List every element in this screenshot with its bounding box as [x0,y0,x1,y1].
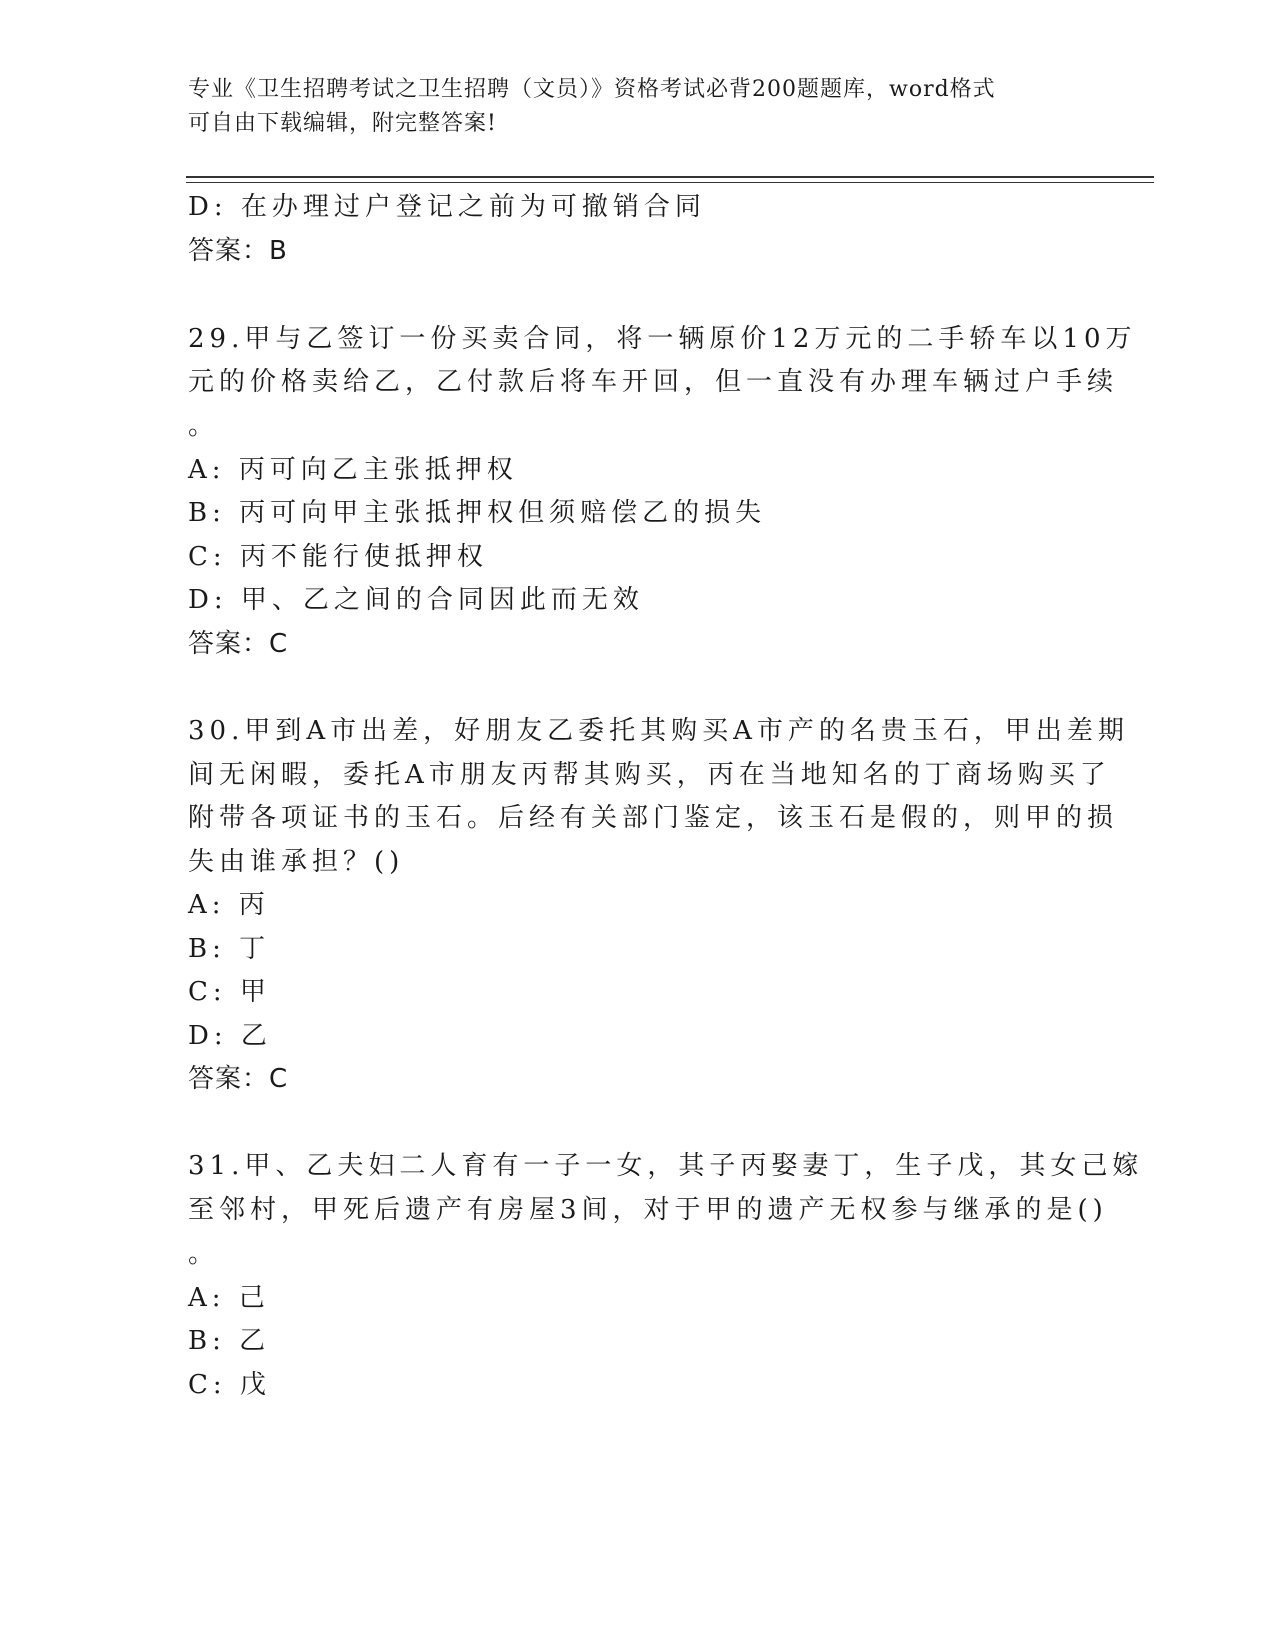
question-29-answer: 答案：C [188,629,289,659]
question-31-line-3: 。 [188,1239,220,1269]
question-30-answer: 答案：C [188,1064,289,1094]
question-30-line-3: 附带各项证书的玉石。后经有关部门鉴定，该玉石是假的，则甲的损 [188,803,1119,833]
question-31-option-a: A: 己 [188,1283,270,1313]
question-29-line-1: 29.甲与乙签订一份买卖合同，将一辆原价12万元的二手轿车以10万 [188,324,1137,354]
question-30-option-d: D: 乙 [188,1021,272,1051]
question-30-option-c: C: 甲 [188,977,271,1007]
question-31-option-b: B: 乙 [188,1326,271,1356]
page-header [188,73,1068,141]
question-29-option-b: B: 丙可向甲主张抵押权但须赔偿乙的损失 [188,498,767,528]
question-29-option-c: C: 丙不能行使抵押权 [188,542,488,572]
answer-previous: 答案：B [188,236,288,266]
question-31-option-c: C: 戊 [188,1370,271,1400]
question-30-option-a: A: 丙 [188,890,270,920]
question-30-line-1: 30.甲到A市出差，好朋友乙委托其购买A市产的名贵玉石，甲出差期 [188,716,1129,746]
header-line-1: 专业《卫生招聘考试之卫生招聘（文员）》资格考试必背200题题库，word格式 [188,77,996,102]
header-rule-thick [186,176,1154,178]
question-30-option-b: B: 丁 [188,934,271,964]
option-d-previous: D: 在办理过户登记之前为可撤销合同 [188,192,706,222]
question-30-line-4: 失由谁承担？() [188,847,405,877]
question-29-line-3: 。 [188,411,220,441]
question-31-line-2: 至邻村，甲死后遗产有房屋3间，对于甲的遗产无权参与继承的是() [188,1195,1108,1225]
question-31-line-1: 31.甲、乙夫妇二人育有一子一女，其子丙娶妻丁，生子戊，其女己嫁 [188,1151,1144,1181]
question-29-option-a: A: 丙可向乙主张抵押权 [188,455,518,485]
question-29-line-2: 元的价格卖给乙，乙付款后将车开回，但一直没有办理车辆过户手续 [188,367,1119,397]
header-line-2: 可自由下载编辑，附完整答案! [188,111,497,136]
question-29-option-d: D: 甲、乙之间的合同因此而无效 [188,585,644,615]
question-30-line-2: 间无闲暇，委托A市朋友丙帮其购买，丙在当地知名的丁商场购买了 [188,760,1111,790]
header-rule-thin [186,182,1154,183]
